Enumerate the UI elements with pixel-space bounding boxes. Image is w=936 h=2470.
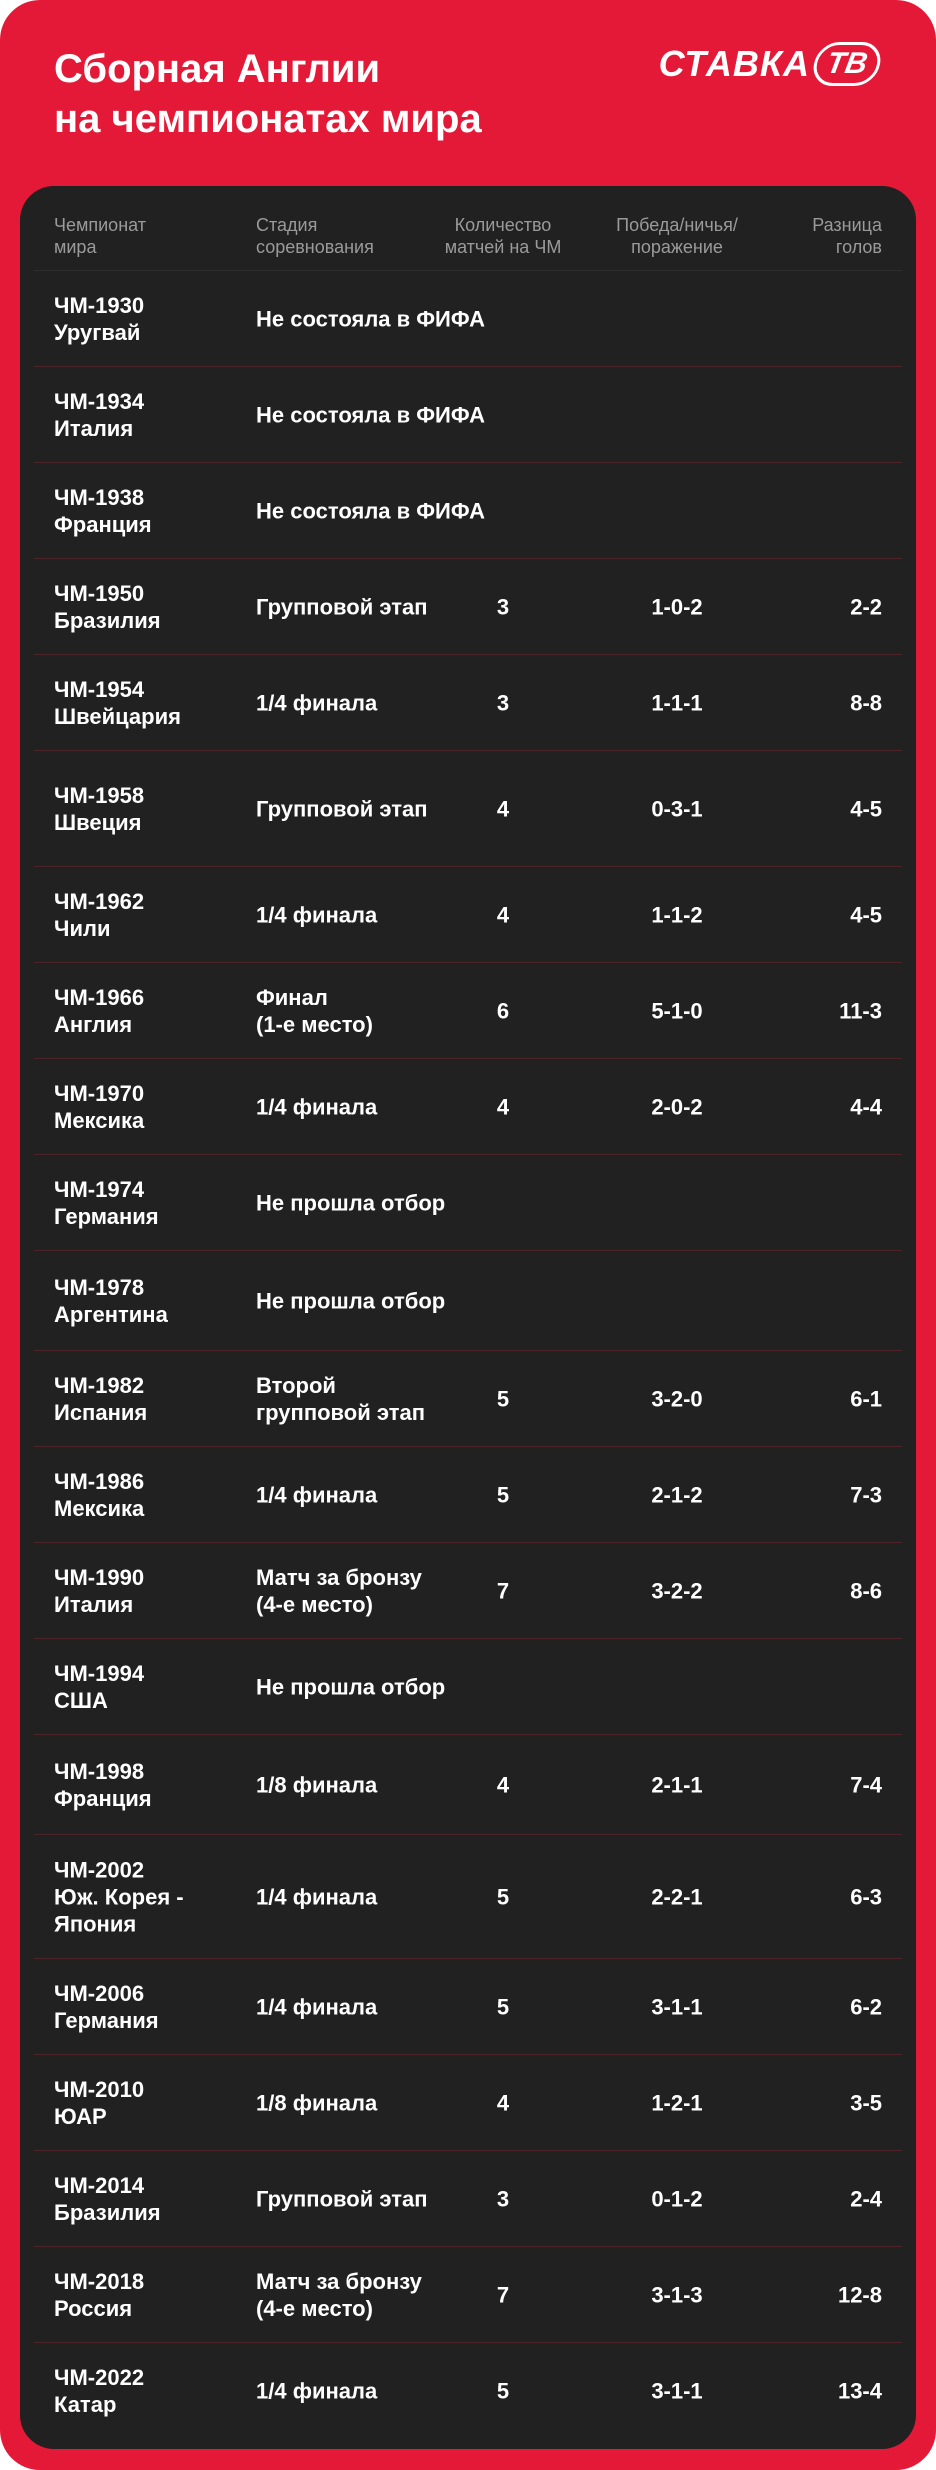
cell-cup xyxy=(54,388,144,442)
cell-goals: 7-3 xyxy=(850,1482,882,1508)
page-title xyxy=(54,44,482,144)
cell-cup-line: ЧМ-2002 xyxy=(54,1857,145,1883)
cell-cup-line: Бразилия xyxy=(54,2200,161,2225)
cell-stage-line: 1/4 финала xyxy=(256,690,378,716)
table-row xyxy=(34,1154,902,1251)
cell-cup-line: ЧМ-2010 xyxy=(54,2077,145,2102)
cell-cup xyxy=(54,676,181,730)
cell-cup xyxy=(54,2268,144,2322)
cell-stage xyxy=(256,984,373,1038)
cell-stage xyxy=(256,2268,422,2322)
table-row xyxy=(34,1058,902,1155)
cell-cup-line: ЮАР xyxy=(54,2104,107,2129)
cell-stage xyxy=(256,1482,377,1509)
cell-wdl: 5-1-0 xyxy=(651,998,703,1024)
cell-goals: 6-1 xyxy=(850,1386,882,1412)
cell-stage xyxy=(256,1190,445,1217)
cell-cup-line: ЧМ-1986 xyxy=(54,1469,145,1494)
cell-cup-line: ЧМ-1962 xyxy=(54,889,145,914)
table-row xyxy=(34,2342,902,2439)
cell-stage xyxy=(256,594,428,621)
cell-cup-line: Швеция xyxy=(54,810,142,835)
cell-cup-line: Германия xyxy=(54,1204,159,1229)
cell-cup-line: ЧМ-1970 xyxy=(54,1081,145,1106)
cell-stage-line: 1/4 финала xyxy=(256,1884,378,1910)
cell-cup xyxy=(54,1468,144,1522)
cell-cup-line: Франция xyxy=(54,1786,152,1811)
cell-cup-line: ЧМ-1990 xyxy=(54,1565,145,1590)
table-row xyxy=(34,1542,902,1639)
table-row xyxy=(34,1734,902,1835)
cell-wdl: 0-1-2 xyxy=(651,2186,703,2212)
cell-cup-line: ЧМ-2014 xyxy=(54,2173,145,2198)
cell-goals: 13-4 xyxy=(837,2378,882,2404)
cell-stage-line: (4-е место) xyxy=(256,1592,373,1617)
cell-stage-line: (1-е место) xyxy=(256,1012,373,1037)
table-row xyxy=(34,2054,902,2151)
cell-stage-line: Не прошла отбор xyxy=(256,1190,446,1216)
cell-cup xyxy=(54,1274,168,1328)
cell-cup xyxy=(54,2172,161,2226)
cell-cup-line: Италия xyxy=(54,416,134,441)
cell-cup-line: ЧМ-1998 xyxy=(54,1759,145,1784)
header-goals xyxy=(812,214,882,258)
cell-stage-line: Не прошла отбор xyxy=(256,1674,446,1700)
cell-cup-line: Россия xyxy=(54,2296,133,2321)
table-row xyxy=(34,866,902,963)
cell-cup-line: ЧМ-1966 xyxy=(54,985,145,1010)
cell-wdl: 3-1-3 xyxy=(651,2282,703,2308)
cell-goals: 8-8 xyxy=(850,690,882,716)
cell-wdl: 0-3-1 xyxy=(651,796,703,822)
header-cup xyxy=(54,214,146,258)
header-matches xyxy=(424,214,582,258)
cell-cup-line: Италия xyxy=(54,1592,134,1617)
cell-cup-line: Англия xyxy=(54,1012,133,1037)
cell-wdl: 1-1-2 xyxy=(651,902,703,928)
table-row xyxy=(34,2150,902,2247)
cell-cup-line: ЧМ-2022 xyxy=(54,2365,145,2390)
cell-matches: 4 xyxy=(496,1094,510,1120)
cell-goals: 4-4 xyxy=(850,1094,882,1120)
cell-stage xyxy=(256,1094,377,1121)
cell-cup xyxy=(54,782,144,836)
cell-cup-line: ЧМ-1930 xyxy=(54,293,145,318)
cell-stage-line: групповой этап xyxy=(256,1400,426,1425)
header-stage-line-2: соревнования xyxy=(256,237,374,257)
cell-stage-line: 1/8 финала xyxy=(256,2090,378,2116)
cell-stage xyxy=(256,306,485,333)
cell-cup xyxy=(54,1176,159,1230)
cell-cup-line: ЧМ-1954 xyxy=(54,677,145,702)
cell-cup-line: ЧМ-2018 xyxy=(54,2269,145,2294)
cell-cup-line: Катар xyxy=(54,2392,117,2417)
cell-stage-line: Второй xyxy=(256,1373,336,1398)
cell-matches: 5 xyxy=(496,2378,510,2404)
cell-stage-line: Финал xyxy=(256,985,328,1010)
cell-matches: 3 xyxy=(496,690,510,716)
cell-goals: 2-4 xyxy=(850,2186,882,2212)
cell-stage xyxy=(256,1372,425,1426)
logo-badge: ТВ xyxy=(810,42,884,86)
table-row xyxy=(34,1446,902,1543)
cell-cup-line: Франция xyxy=(54,512,152,537)
cell-matches: 7 xyxy=(496,2282,510,2308)
cell-stage-line: Не состояла в ФИФА xyxy=(256,498,485,524)
cell-cup-line: ЧМ-1974 xyxy=(54,1177,145,1202)
cell-cup-line: Япония xyxy=(54,1911,137,1937)
cell-stage xyxy=(256,498,485,525)
table-row xyxy=(34,654,902,751)
cell-stage-line: 1/4 финала xyxy=(256,1094,378,1120)
cell-goals: 2-2 xyxy=(850,594,882,620)
cell-stage xyxy=(256,1884,377,1911)
cell-matches: 4 xyxy=(496,2090,510,2116)
cell-cup xyxy=(54,1372,147,1426)
cell-cup xyxy=(54,2364,144,2418)
title-line-1: Сборная Англии xyxy=(54,47,381,91)
header-goals-line-2: голов xyxy=(835,237,882,257)
header-wdl xyxy=(596,214,758,258)
cell-matches: 7 xyxy=(496,1578,510,1604)
cell-stage-line: 1/4 финала xyxy=(256,902,378,928)
header-stage xyxy=(256,214,374,258)
cell-cup-line: ЧМ-2006 xyxy=(54,1981,145,2006)
cell-cup xyxy=(54,1758,152,1812)
cell-stage xyxy=(256,402,485,429)
cell-wdl: 1-0-2 xyxy=(651,594,703,620)
cell-goals: 11-3 xyxy=(839,998,882,1024)
cell-stage xyxy=(256,1994,377,2021)
cell-cup-line: Юж. Корея - xyxy=(54,1884,184,1910)
header-matches-line-1: Количество xyxy=(454,215,552,235)
cell-cup-line: ЧМ-1982 xyxy=(54,1373,145,1398)
cell-wdl: 1-1-1 xyxy=(651,690,703,716)
cell-cup xyxy=(54,984,144,1038)
cell-stage-line: Не состояла в ФИФА xyxy=(256,306,485,332)
cell-wdl: 2-2-1 xyxy=(651,1884,703,1910)
cell-stage xyxy=(256,690,377,717)
cell-cup-line: Аргентина xyxy=(54,1302,168,1327)
stavka-tv-logo xyxy=(659,42,880,86)
cell-cup-line: США xyxy=(54,1688,108,1713)
cell-cup-line: ЧМ-1958 xyxy=(54,783,145,808)
cell-cup-line: ЧМ-1934 xyxy=(54,389,145,414)
cell-matches: 4 xyxy=(496,796,510,822)
table-row xyxy=(34,1350,902,1447)
table-row xyxy=(34,558,902,655)
cell-stage-line: Не состояла в ФИФА xyxy=(256,402,485,428)
cell-cup-line: ЧМ-1994 xyxy=(54,1661,145,1686)
cell-cup xyxy=(54,292,144,346)
cell-stage xyxy=(256,1772,377,1799)
table-row xyxy=(34,366,902,463)
cell-goals: 8-6 xyxy=(850,1578,882,1604)
cell-cup xyxy=(54,2076,144,2130)
cell-cup xyxy=(54,1980,159,2034)
cell-stage-line: Групповой этап xyxy=(256,796,428,822)
cell-cup xyxy=(54,1080,144,1134)
table-row xyxy=(34,462,902,559)
cell-stage-line: 1/4 финала xyxy=(256,2378,378,2404)
cell-wdl: 2-1-2 xyxy=(651,1482,703,1508)
cell-cup-line: Испания xyxy=(54,1400,148,1425)
cell-cup-line: ЧМ-1978 xyxy=(54,1275,145,1300)
cell-wdl: 3-2-2 xyxy=(651,1578,703,1604)
table-row xyxy=(34,750,902,867)
cell-cup-line: Уругвай xyxy=(54,320,141,345)
cell-goals: 4-5 xyxy=(850,796,882,822)
cell-wdl: 3-1-1 xyxy=(651,1994,703,2020)
cell-wdl: 3-1-1 xyxy=(651,2378,703,2404)
cell-cup xyxy=(54,888,144,942)
header-matches-line-2: матчей на ЧМ xyxy=(444,237,562,257)
header-wdl-line-1: Победа/ничья/ xyxy=(616,215,738,235)
table-row xyxy=(34,1834,902,1959)
header-goals-line-1: Разница xyxy=(812,215,882,235)
cell-matches: 4 xyxy=(496,902,510,928)
cell-cup-line: ЧМ-1938 xyxy=(54,485,145,510)
cell-cup xyxy=(54,1857,184,1938)
cell-stage-line: Матч за бронзу xyxy=(256,2269,422,2294)
cell-cup xyxy=(54,1660,144,1714)
table-row xyxy=(34,1638,902,1735)
title-line-2: на чемпионатах мира xyxy=(54,97,482,141)
cell-goals: 3-5 xyxy=(850,2090,882,2116)
header-cup-line-1: Чемпионат xyxy=(54,215,146,235)
cell-cup-line: Германия xyxy=(54,2008,159,2033)
cell-cup xyxy=(54,1564,144,1618)
header-cup-line-2: мира xyxy=(54,237,97,257)
cell-stage xyxy=(256,902,377,929)
cell-stage xyxy=(256,796,428,823)
cell-cup xyxy=(54,580,161,634)
cell-matches: 5 xyxy=(496,1994,510,2020)
cell-cup-line: Мексика xyxy=(54,1108,145,1133)
logo-text: СТАВКА xyxy=(658,43,810,84)
cell-stage-line: 1/8 финала xyxy=(256,1772,378,1798)
cell-stage xyxy=(256,1288,445,1315)
cell-wdl: 3-2-0 xyxy=(651,1386,703,1412)
cell-matches: 6 xyxy=(496,998,510,1024)
table-row xyxy=(34,1250,902,1351)
header-stage-line-1: Стадия xyxy=(256,215,318,235)
cell-wdl: 2-0-2 xyxy=(651,1094,703,1120)
header-wdl-line-2: поражение xyxy=(631,237,723,257)
cell-wdl: 1-2-1 xyxy=(651,2090,703,2116)
table-row xyxy=(34,2246,902,2343)
cell-stage xyxy=(256,2378,377,2405)
cell-matches: 5 xyxy=(496,1386,510,1412)
cell-stage xyxy=(256,2090,377,2117)
cell-cup-line: Мексика xyxy=(54,1496,145,1521)
cell-matches: 3 xyxy=(496,594,510,620)
cell-stage xyxy=(256,1674,445,1701)
cell-stage-line: Групповой этап xyxy=(256,594,428,620)
cell-goals: 6-2 xyxy=(850,1994,882,2020)
table-row xyxy=(34,1958,902,2055)
cell-stage xyxy=(256,2186,428,2213)
results-table xyxy=(20,186,916,2449)
cell-goals: 7-4 xyxy=(850,1772,882,1798)
cell-matches: 5 xyxy=(496,1884,510,1910)
cell-goals: 4-5 xyxy=(850,902,882,928)
cell-goals: 12-8 xyxy=(837,2282,882,2308)
cell-stage-line: Не прошла отбор xyxy=(256,1288,446,1314)
cell-wdl: 2-1-1 xyxy=(651,1772,703,1798)
cell-stage-line: Групповой этап xyxy=(256,2186,428,2212)
table-row xyxy=(34,270,902,367)
cell-cup-line: Бразилия xyxy=(54,608,161,633)
cell-matches: 4 xyxy=(496,1772,510,1798)
cell-cup-line: Чили xyxy=(54,916,111,941)
table-row xyxy=(34,962,902,1059)
cell-stage-line: (4-е место) xyxy=(256,2296,373,2321)
cell-cup xyxy=(54,484,152,538)
cell-cup-line: Швейцария xyxy=(54,704,181,729)
cell-goals: 6-3 xyxy=(850,1884,882,1910)
cell-stage-line: 1/4 финала xyxy=(256,1482,378,1508)
cell-stage-line: 1/4 финала xyxy=(256,1994,378,2020)
cell-cup-line: ЧМ-1950 xyxy=(54,581,145,606)
cell-stage-line: Матч за бронзу xyxy=(256,1565,422,1590)
cell-stage xyxy=(256,1564,422,1618)
cell-matches: 5 xyxy=(496,1482,510,1508)
cell-matches: 3 xyxy=(496,2186,510,2212)
